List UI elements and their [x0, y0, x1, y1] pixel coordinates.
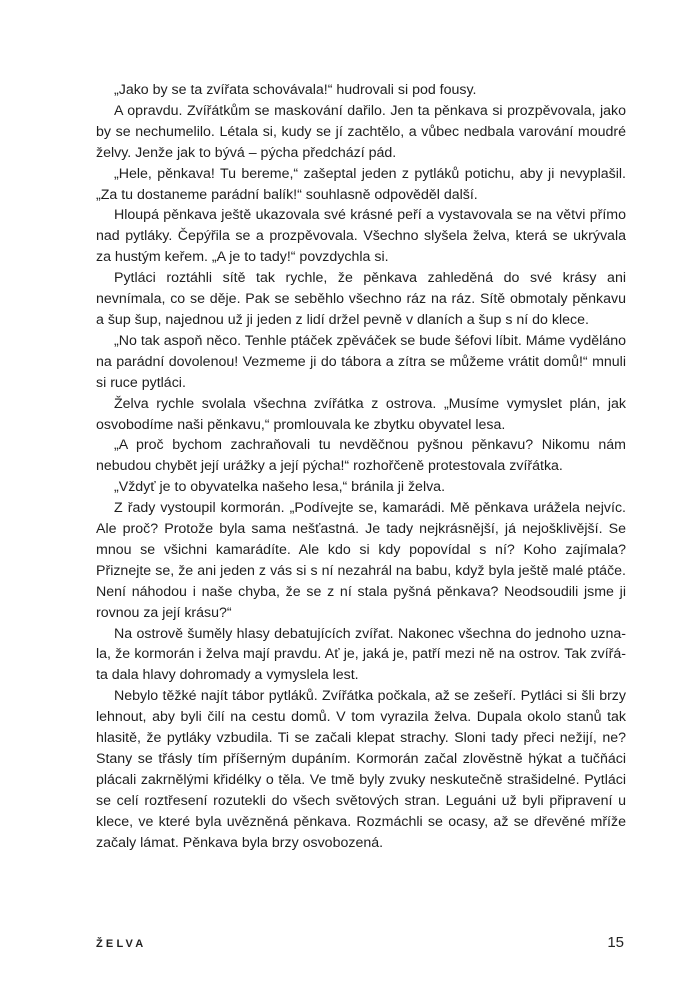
paragraph-1: „Jako by se ta zvířata schovávala!“ hudrovali si pod fousy. [114, 82, 477, 98]
paragraph-11: Na ostrově šuměly hlasy debatujících zvířat. Nakonec všechna do jednoho uznala, že kormorán i želva mají pravdu. Ať je, jaká je, patří mezi ně na ostrov. Tak zvířáta dala hlavy dohromady a vymyslela lest. [96, 625, 626, 684]
paragraph-2: A opravdu. Zvířátkům se maskování dařilo. Jen ta pěnkava si prozpěvovala, jako by se nechumelilo. Létala si, kudy se jí zachtělo, a vůbec nedbala varování moudré želvy. Jenže jak to bývá – pýcha předchází pád. [96, 102, 626, 161]
paragraph-3: „Hele, pěnkava! Tu bereme,“ zašeptal jeden z pytláků potichu, aby ji nevyplašil. „Za tu dostaneme parádní balík!“ souhlasně odpověděl další. [96, 165, 626, 203]
paragraph-12: Nebylo těžké najít tábor pytláků. Zvířátka počkala, až se zešeří. Pytláci si šli brzy lehnout, aby byli čilí na cestu domů. V tom vyrazila želva. Dupala okolo stanů tak hlasitě, že pytláky vzbudila. Ti se začali klepat strachy. Sloni tady přeci nežijí, ne? Stany se třásly tím příšerným dupáním. Kormorán začal zlověstně hýkat a tučňáci plácali zakrnělými křidélky o těla. Ve tmě byly zvuky neskutečně strašidelné. Pytláci se celí roztřesení rozutekli do všech světových stran. Leguáni už byli připravení u klece, ve které byla uvězněná pěnkava. Rozmáchli se ocasy, až se dřevěné mříže začaly lámat. Pěnkava byla brzy osvobozená. [96, 688, 626, 851]
body-text [96, 80, 626, 854]
paragraph-6: „No tak aspoň něco. Tenhle ptáček zpěváček se bude šéfovi líbit. Máme vyděláno na parádní dovolenou! Vezmeme ji do tábora a zítra se můžeme vrátit domů!“ mnuli si ruce pytláci. [96, 332, 626, 391]
paragraph-7: Želva rychle svolala všechna zvířátka z ostrova. „Musíme vymyslet plán, jak osvobodíme naši pěnkavu,“ promlouvala ke zbytku obyvatel lesa. [96, 395, 626, 433]
paragraph-5: Pytláci roztáhli sítě tak rychle, že pěnkava zahleděná do své krásy ani nevnímala, co se děje. Pak se seběhlo všechno ráz na ráz. Sítě obmotaly pěnkavu a šup šup, najednou už ji jeden z lidí držel pevně v dlaních a šup s ní do klece. [96, 270, 626, 328]
running-footer-title: ŽELVA [96, 938, 147, 950]
paragraph-8: „A proč bychom zachraňovali tu nevděčnou pyšnou pěnkavu? Nikomu nám nebudou chybět její urážky a její pýcha!“ rozhořčeně protestovala zvířátka. [96, 437, 626, 475]
paragraph-9: „Vždyť je to obyvatelka našeho lesa,“ bránila ji želva. [114, 479, 446, 496]
paragraph-10: Z řady vystoupil kormorán. „Podívejte se, kamarádi. Mě pěnkava urážela nejvíc. Ale proč? Protože byla sama nešťastná. Je tady nejkrásnější, já nejošklivější. Se mnou se všichni kamarádíte. Ale kdo si kdy popovídal s ní? Koho zajímala? Přiznejte se, že ani jeden z vás si s ní nezahrál na babu, když byla ještě malé ptáče. Není náhodou i naše chyba, že se z ní stala pyšná pěnkava? Neodsoudili jsme ji rovnou za její krásu?“ [96, 500, 626, 621]
paragraph-4: Hloupá pěnkava ještě ukazovala své krásné peří a vystavovala se na větvi přímo nad pytláky. Čepýřila se a prozpěvovala. Všechno slyšela želva, která se ukrývala za hustým keřem. „A je to tady!“ povzdychla si. [96, 207, 626, 266]
page-number: 15 [607, 934, 624, 951]
